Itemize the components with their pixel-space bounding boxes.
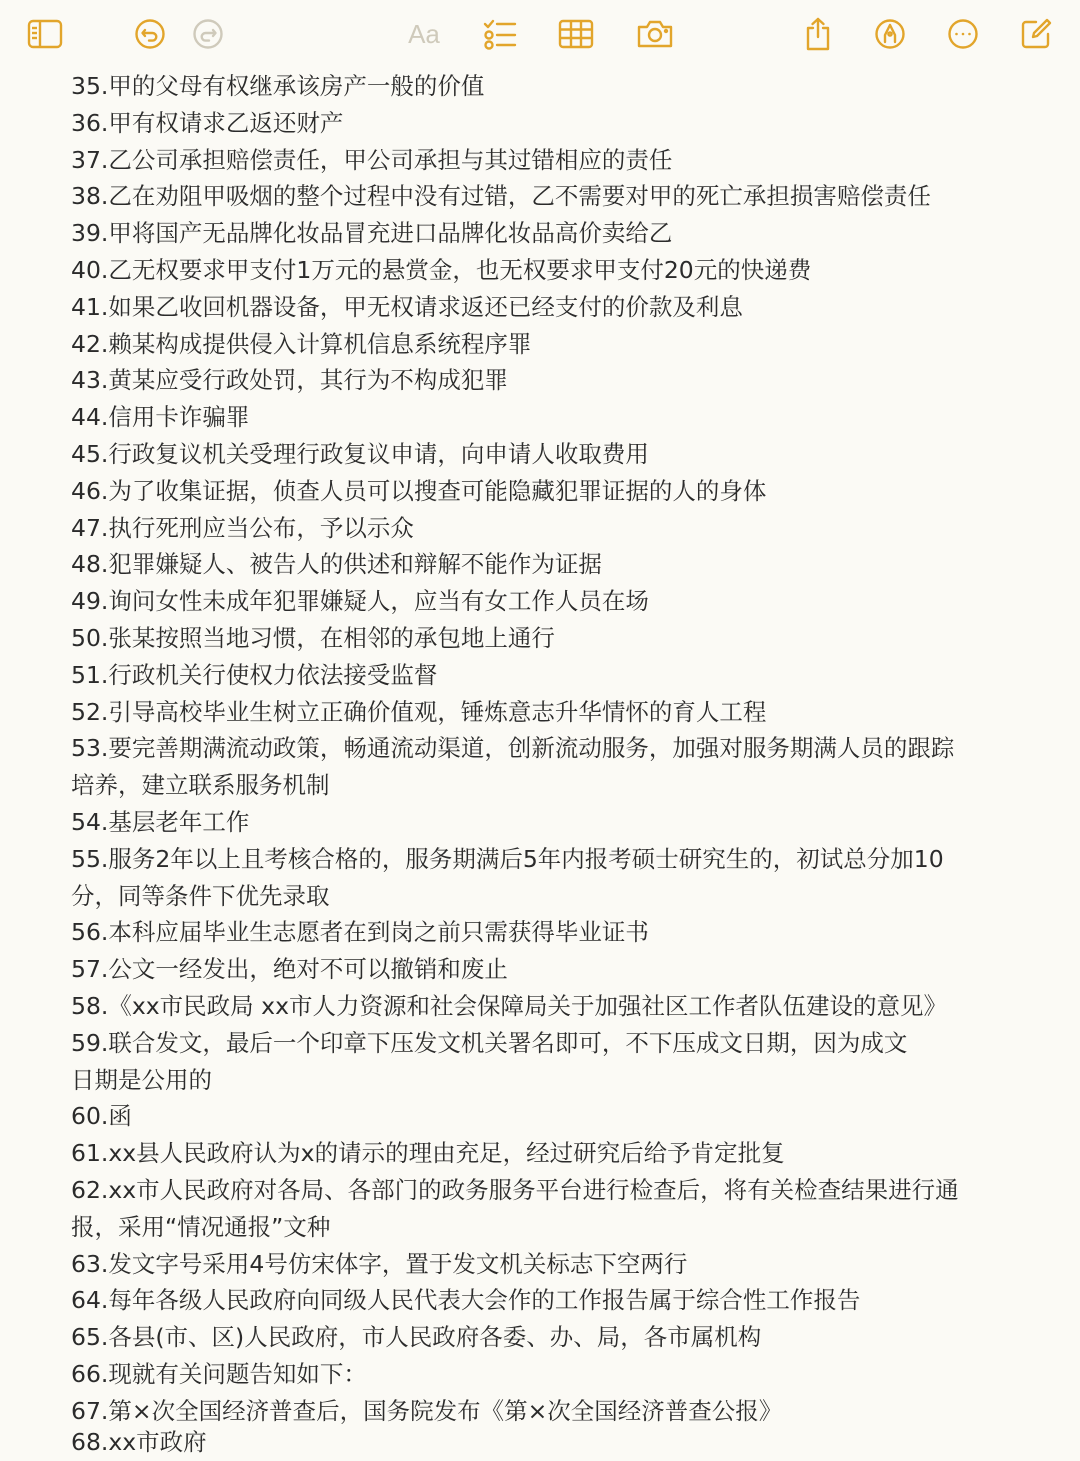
toolbar <box>0 0 1080 68</box>
note-line: 培养，建立联系服务机制 <box>71 771 330 800</box>
camera-icon <box>636 18 674 50</box>
markup-pen-icon <box>874 18 906 50</box>
note-line: 66.现就有关问题告知如下： <box>71 1359 367 1388</box>
redo-icon <box>192 18 224 50</box>
note-line: 报，采用“情况通报”文种 <box>71 1212 331 1241</box>
note-line: 54.基层老年工作 <box>71 807 250 836</box>
note-line: 35.甲的父母有权继承该房产一般的价值 <box>71 72 485 100</box>
checklist-icon <box>482 18 518 50</box>
note-line: 57.公文一经发出，绝对不可以撤销和废止 <box>71 955 508 984</box>
note-body[interactable] <box>71 68 1021 1429</box>
note-line: 53.要完善期满流动政策，畅通流动渠道，创新流动服务，加强对服务期满人员的跟踪 <box>71 734 955 763</box>
note-line: 67.第×次全国经济普查后，国务院发布《第×次全国经济普查公报》 <box>71 1396 783 1425</box>
note-line-clipped-text: 68.xx市政府 <box>71 1428 207 1456</box>
note-line: 41.如果乙收回机器设备，甲无权请求返还已经支付的价款及利息 <box>71 292 743 321</box>
share-button[interactable] <box>798 14 838 54</box>
note-line: 43.黄某应受行政处罚，其行为不构成犯罪 <box>71 366 508 395</box>
more-icon <box>947 18 979 50</box>
text-format-label: Aa <box>408 18 440 49</box>
note-line: 51.行政机关行使权力依法接受监督 <box>71 660 438 689</box>
compose-button[interactable] <box>1016 14 1056 54</box>
markup-button[interactable] <box>870 14 910 54</box>
note-line: 分，同等条件下优先录取 <box>71 881 330 910</box>
note-line-clipped <box>71 1424 1021 1456</box>
note-line: 48.犯罪嫌疑人、被告人的供述和辩解不能作为证据 <box>71 550 602 579</box>
note-line: 62.xx市人民政府对各局、各部门的政务服务平台进行检查后，将有关检查结果进行通 <box>71 1175 959 1204</box>
note-line: 55.服务2年以上且考核合格的，服务期满后5年内报考硕士研究生的，初试总分加10 <box>71 844 944 873</box>
note-line: 38.乙在劝阻甲吸烟的整个过程中没有过错，乙不需要对甲的死亡承担损害赔偿责任 <box>71 182 931 211</box>
sidebar-icon <box>27 19 63 49</box>
note-line: 52.引导高校毕业生树立正确价值观，锤炼意志升华情怀的育人工程 <box>71 697 767 726</box>
note-line: 56.本科应届毕业生志愿者在到岗之前只需获得毕业证书 <box>71 918 649 947</box>
camera-button[interactable] <box>635 14 675 54</box>
note-line: 50.张某按照当地习惯，在相邻的承包地上通行 <box>71 623 555 652</box>
note-line: 61.xx县人民政府认为x的请示的理由充足，经过研究后给予肯定批复 <box>71 1139 785 1168</box>
note-line: 49.询问女性未成年犯罪嫌疑人，应当有女工作人员在场 <box>71 587 649 616</box>
note-line: 58.《xx市民政局 xx市人力资源和社会保障局关于加强社区工作者队伍建设的意见》 <box>71 991 947 1020</box>
table-button[interactable] <box>556 14 596 54</box>
checklist-button[interactable] <box>480 14 520 54</box>
note-line: 37.乙公司承担赔偿责任，甲公司承担与其过错相应的责任 <box>71 145 673 174</box>
note-line: 59.联合发文，最后一个印章下压发文机关署名即可，不下压成文日期，因为成文 <box>71 1028 908 1057</box>
note-line: 46.为了收集证据，侦查人员可以搜查可能隐藏犯罪证据的人的身体 <box>71 476 767 505</box>
note-line: 60.函 <box>71 1102 132 1131</box>
text-format-button[interactable] <box>402 14 446 54</box>
share-icon <box>803 16 833 52</box>
note-line: 44.信用卡诈骗罪 <box>71 403 250 432</box>
table-icon <box>558 19 594 49</box>
note-line: 47.执行死刑应当公布，予以示众 <box>71 513 414 542</box>
more-button[interactable] <box>943 14 983 54</box>
note-line: 40.乙无权要求甲支付1万元的悬赏金，也无权要求甲支付20元的快递费 <box>71 255 812 284</box>
undo-icon <box>134 18 166 50</box>
note-line: 42.赖某构成提供侵入计算机信息系统程序罪 <box>71 329 532 358</box>
note-line: 63.发文字号采用4号仿宋体字，置于发文机关标志下空两行 <box>71 1249 688 1278</box>
undo-button[interactable] <box>130 14 170 54</box>
sidebar-toggle-button[interactable] <box>25 14 65 54</box>
note-line: 39.甲将国产无品牌化妆品冒充进口品牌化妆品高价卖给乙 <box>71 219 673 248</box>
note-line: 日期是公用的 <box>71 1065 212 1094</box>
note-line: 36.甲有权请求乙返还财产 <box>71 108 344 137</box>
note-line: 45.行政复议机关受理行政复议申请，向申请人收取费用 <box>71 439 649 468</box>
redo-button[interactable] <box>188 14 228 54</box>
note-line: 64.每年各级人民政府向同级人民代表大会作的工作报告属于综合性工作报告 <box>71 1286 861 1315</box>
note-line: 65.各县(市、区)人民政府，市人民政府各委、办、局，各市属机构 <box>71 1323 762 1352</box>
compose-icon <box>1019 17 1053 51</box>
